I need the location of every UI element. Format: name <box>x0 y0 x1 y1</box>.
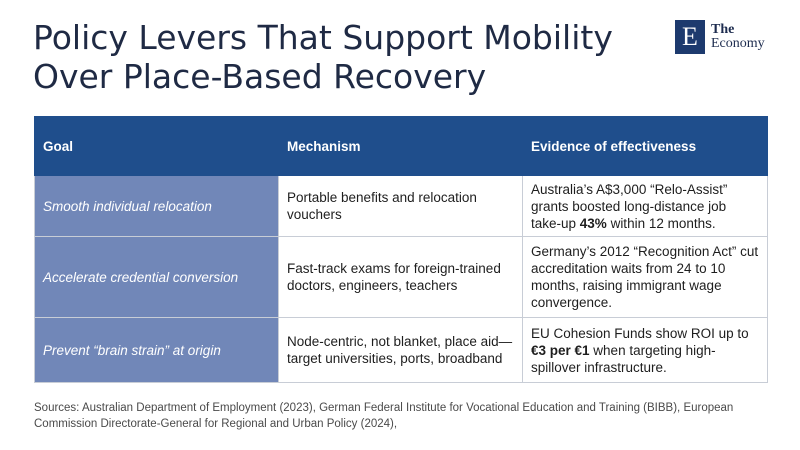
evidence-highlight: €3 per €1 <box>531 342 590 358</box>
evidence-text-end: when targeting high-spillover infrastructure. <box>531 342 716 375</box>
evidence-text: Australia’s A$3,000 “Relo-Assist” grants boosted long-distance job take-up <box>531 181 728 231</box>
the-economy-logo <box>675 20 765 54</box>
logo-wordmark <box>711 23 765 51</box>
evidence-cell <box>523 318 768 383</box>
evidence-text: EU Cohesion Funds show ROI up to <box>531 325 749 341</box>
mechanism-cell: Portable benefits and relocation vouchers <box>279 176 523 237</box>
header-evidence: Evidence of effectiveness <box>523 117 768 176</box>
table-row <box>35 318 768 383</box>
table-row <box>35 176 768 237</box>
page-title: Policy Levers That Support Mobility Over Place-Based Recovery <box>33 18 613 96</box>
evidence-text-end: within 12 months. <box>606 215 716 231</box>
logo-line-2: Economy <box>711 36 765 51</box>
logo-line-1: The <box>711 22 735 37</box>
goal-cell: Prevent “brain strain” at origin <box>35 318 279 383</box>
sources-note: Sources: Australian Department of Employment (2023), German Federal Institute for Vocational Education and Training (BIBB), European Commission Directorate-General for Regional and Urban Policy (2024), <box>34 402 734 430</box>
goal-cell: Accelerate credential conversion <box>35 237 279 318</box>
table-row <box>35 237 768 318</box>
table-header-row <box>35 117 768 176</box>
evidence-cell: Germany’s 2012 “Recognition Act” cut accreditation waits from 24 to 10 months, raising immigrant wage convergence. <box>523 237 768 318</box>
goal-cell: Smooth individual relocation <box>35 176 279 237</box>
mechanism-cell: Node-centric, not blanket, place aid—target universities, ports, broadband <box>279 318 523 383</box>
evidence-highlight: 43% <box>579 215 607 231</box>
header-goal: Goal <box>35 117 279 176</box>
mechanism-cell: Fast-track exams for foreign-trained doctors, engineers, teachers <box>279 237 523 318</box>
header-mechanism: Mechanism <box>279 117 523 176</box>
evidence-cell <box>523 176 768 237</box>
policy-table <box>34 116 768 383</box>
logo-mark: E <box>675 20 705 54</box>
